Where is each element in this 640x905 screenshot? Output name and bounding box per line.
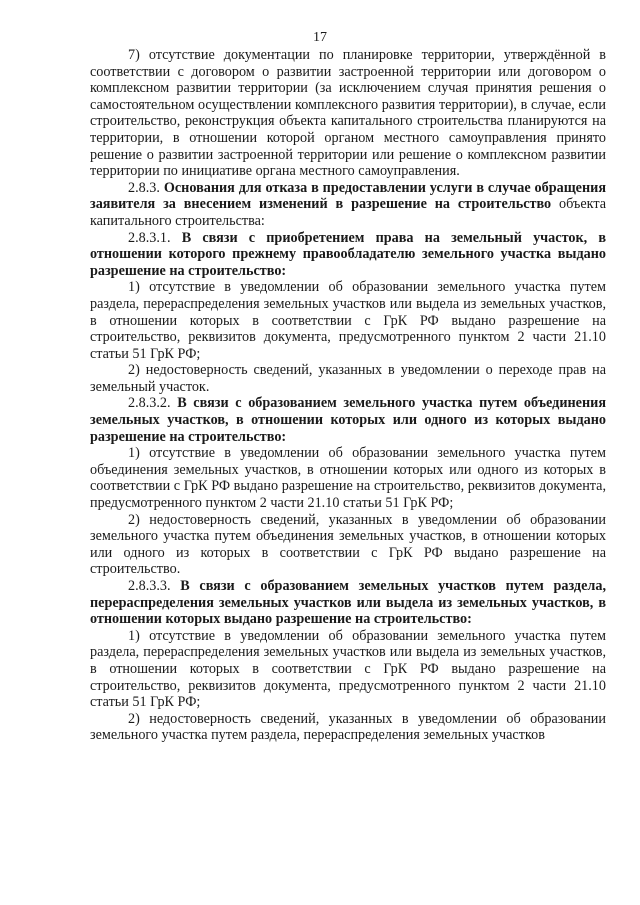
paragraph-item-7: 7) отсутствие документации по планировке территории, утверждённой в соответствии с договором о развитии застроенной территории или договором о комплексном развитии территории (за исключением случая принятия решения о самостоятельном осуществлении комплексного развития территории), в случае, если строительство, реконструкция объекта капитального строительства планируются на территории, в отношении которой органом местного самоуправления принято решение о развитии застроенной территории или решение о комплексном развитии территории по инициативе органа местного самоуправления. (90, 47, 606, 180)
page-number: 17 (313, 30, 327, 45)
section-2-8-3-1-heading (90, 230, 606, 280)
section-plain-text: объекта капитального строительства: (90, 196, 607, 229)
section-bold-text: В связи с образованием земельного участка путем объединения земельных участков, в отношении которых или одного из которых выдано разрешение на строительство: (90, 395, 606, 445)
section-number: 2.8.3. (128, 179, 160, 196)
section-bold-text: В связи с приобретением права на земельный участок, в отношении которого прежнему правообладателю земельного участка выдано разрешение на строительство: (90, 229, 606, 279)
section-2-8-3-3-heading (90, 578, 606, 628)
section-number: 2.8.3.1. (128, 229, 171, 246)
list-item-1: 1) отсутствие в уведомлении об образовании земельного участка путем объединения земельных участков, в отношении которых или одного из которых в соответствии с ГрК РФ выдано разрешение на строительство, реквизитов документа, предусмотренного пунктом 2 части 21.10 статьи 51 ГрК РФ; (90, 445, 606, 512)
section-2-8-3-heading (90, 180, 606, 230)
list-item-2: 2) недостоверность сведений, указанных в уведомлении о переходе прав на земельный участок. (90, 362, 606, 395)
section-bold-text: Основания для отказа в предоставлении услуги в случае обращения заявителя за внесением изменений в разрешение на строительство (90, 179, 606, 213)
section-2-8-3-2-heading (90, 395, 606, 445)
section-number: 2.8.3.3. (128, 578, 171, 594)
list-item-2: 2) недостоверность сведений, указанных в уведомлении об образовании земельного участка путем объединения земельных участков, в отношении которых или одного из которых в соответствии с ГрК РФ выдано разрешение на строительство. (90, 511, 606, 578)
list-item-2: 2) недостоверность сведений, указанных в уведомлении об образовании земельного участка путем раздела, перераспределения земельных участков (90, 710, 606, 744)
section-bold-text: В связи с образованием земельных участков путем раздела, перераспределения земельных участков или выдела из земельных участков, в отношении которых выдано разрешение на строительство: (90, 578, 606, 628)
section-number: 2.8.3.2. (128, 395, 171, 412)
list-item-1: 1) отсутствие в уведомлении об образовании земельного участка путем раздела, перераспределения земельных участков или выдела из земельных участков, в отношении которых в соответствии с ГрК РФ выдано разрешение на строительство, реквизитов документа, предусмотренного пунктом 2 части 21.10 статьи 51 ГрК РФ; (90, 279, 606, 362)
list-item-1: 1) отсутствие в уведомлении об образовании земельного участка путем раздела, перераспределения земельных участков или выдела из земельных участков, в отношении которых в соответствии с ГрК РФ выдано разрешение на строительство, реквизитов документа, предусмотренного пунктом 2 части 21.10 статьи 51 ГрК РФ; (90, 627, 606, 711)
document-body (90, 47, 606, 744)
